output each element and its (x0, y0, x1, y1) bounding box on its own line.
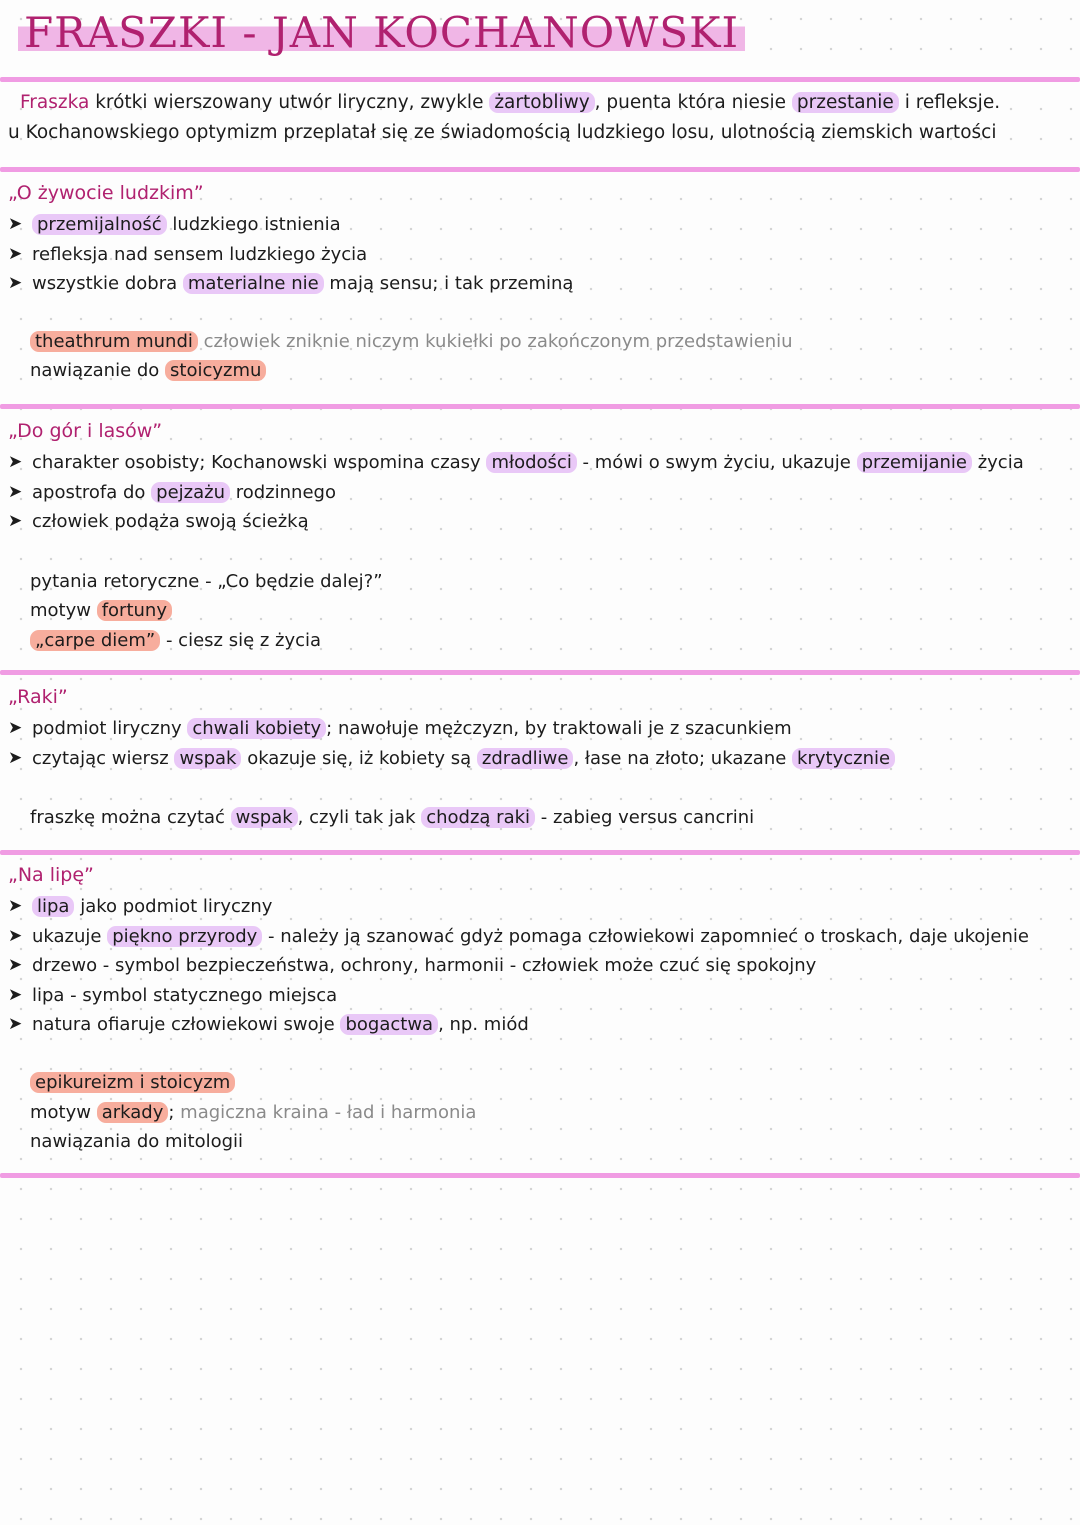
list-item: ➤ drzewo - symbol bezpieczeństwa, ochrony, harmonii - człowiek może czuć się spokojny (6, 951, 1074, 981)
arrow-icon: ➤ (8, 243, 23, 264)
divider (0, 404, 1080, 409)
note-line: nawiązania do mitologii (30, 1131, 244, 1153)
list-item: ➤ refleksja nad sensem ludzkiego życia (6, 240, 1074, 270)
section-do-gor-i-lasow (6, 416, 1074, 656)
note-line: fraszkę można czytać wspak , czyli tak jak chodzą raki - zabieg versus cancrini (30, 807, 755, 829)
arrow-icon: ➤ (8, 718, 23, 738)
list-item: ➤ podmiot liryczny chwali kobiety ; nawołuje mężczyzn, by traktowali je z szacunkiem (6, 714, 1074, 744)
note-line: theathrum mundi człowiek zniknie niczym kukiełki po zakończonym przedstawieniu (30, 327, 1074, 357)
note-line: nawiązanie do stoicyzmu (30, 356, 1074, 386)
list-item: ➤ wszystkie dobra materialne nie mają sensu; i tak przeminą (6, 269, 1074, 299)
arrow-icon: ➤ (8, 955, 23, 976)
section-notes (6, 567, 1074, 656)
intro-line-2: u Kochanowskiego optymizm przeplatał się ze świadomością ludzkiego losu, ulotnością ziemskich wartości (8, 122, 997, 143)
list-item: ➤ charakter osobisty; Kochanowski wspomina czasy młodości - mówi o swym życiu, ukazuje przemijanie życia (6, 448, 1074, 478)
arrow-icon: ➤ (8, 896, 23, 916)
arrow-icon: ➤ (8, 452, 23, 472)
section-notes (6, 1068, 1074, 1157)
list-item: ➤ ukazuje piękno przyrody - należy ją szanować gdyż pomaga człowiekowi zapomnieć o troskach, daje ukojenie (6, 922, 1074, 952)
section-title: „Raki” (8, 686, 68, 708)
divider (0, 167, 1080, 172)
list-item: ➤ czytając wiersz wspak okazuje się, iż kobiety są zdradliwe , łase na złoto; ukazane krytycznie (6, 744, 1074, 774)
divider (0, 670, 1080, 675)
arrow-icon: ➤ (8, 984, 23, 1005)
arrow-icon: ➤ (8, 511, 23, 532)
section-title: „Na lipę” (8, 864, 94, 886)
list-item: ➤ lipa jako podmiot liryczny (6, 892, 1074, 922)
arrow-icon: ➤ (8, 273, 23, 294)
section-o-zywocie-ludzkim (6, 178, 1074, 386)
divider (0, 1173, 1080, 1178)
arrow-icon: ➤ (8, 214, 23, 234)
section-notes (6, 803, 1074, 833)
note-line: epikureizm i stoicyzm (30, 1068, 1074, 1098)
list-item: ➤ apostrofa do pejzażu rodzinnego (6, 478, 1074, 508)
divider (0, 850, 1080, 855)
arrow-icon: ➤ (8, 481, 23, 502)
list-item: ➤ lipa - symbol statycznego miejsca (6, 981, 1074, 1011)
note-line: motyw fortuny (30, 596, 1074, 626)
arrow-icon: ➤ (8, 747, 23, 768)
divider (0, 77, 1080, 82)
note-line: „carpe diem” - ciesz się z życia (30, 626, 1074, 656)
note-line: pytania retoryczne - „Co będzie dalej?” (30, 570, 383, 592)
section-raki (6, 682, 1074, 833)
section-title: „Do gór i lasów” (8, 420, 163, 442)
arrow-icon: ➤ (8, 925, 23, 946)
section-na-lipe (6, 860, 1074, 1157)
term-fraszka: Fraszka (20, 92, 90, 113)
note-line: motyw arkady ; magiczna kraina - ład i harmonia (30, 1101, 477, 1123)
list-item: ➤ przemijalność ludzkiego istnienia (6, 210, 1074, 240)
highlight: żartobliwy (489, 92, 594, 113)
section-title: „O żywocie ludzkim” (8, 182, 204, 204)
list-item: ➤ natura ofiaruje człowiekowi swoje bogactwa , np. miód (6, 1010, 1074, 1040)
section-notes (6, 327, 1074, 386)
intro-definition (8, 88, 1068, 148)
highlight: przestanie (792, 92, 899, 113)
list-item: ➤ człowiek podąża swoją ścieżką (6, 507, 1074, 537)
page-title: FRASZKI - JAN KOCHANOWSKI (18, 8, 745, 57)
arrow-icon: ➤ (8, 1014, 23, 1035)
intro-line-1: Fraszka krótki wierszowany utwór liryczny, zwykle żartobliwy , puenta która niesie przestanie i refleksje. (20, 92, 1001, 113)
